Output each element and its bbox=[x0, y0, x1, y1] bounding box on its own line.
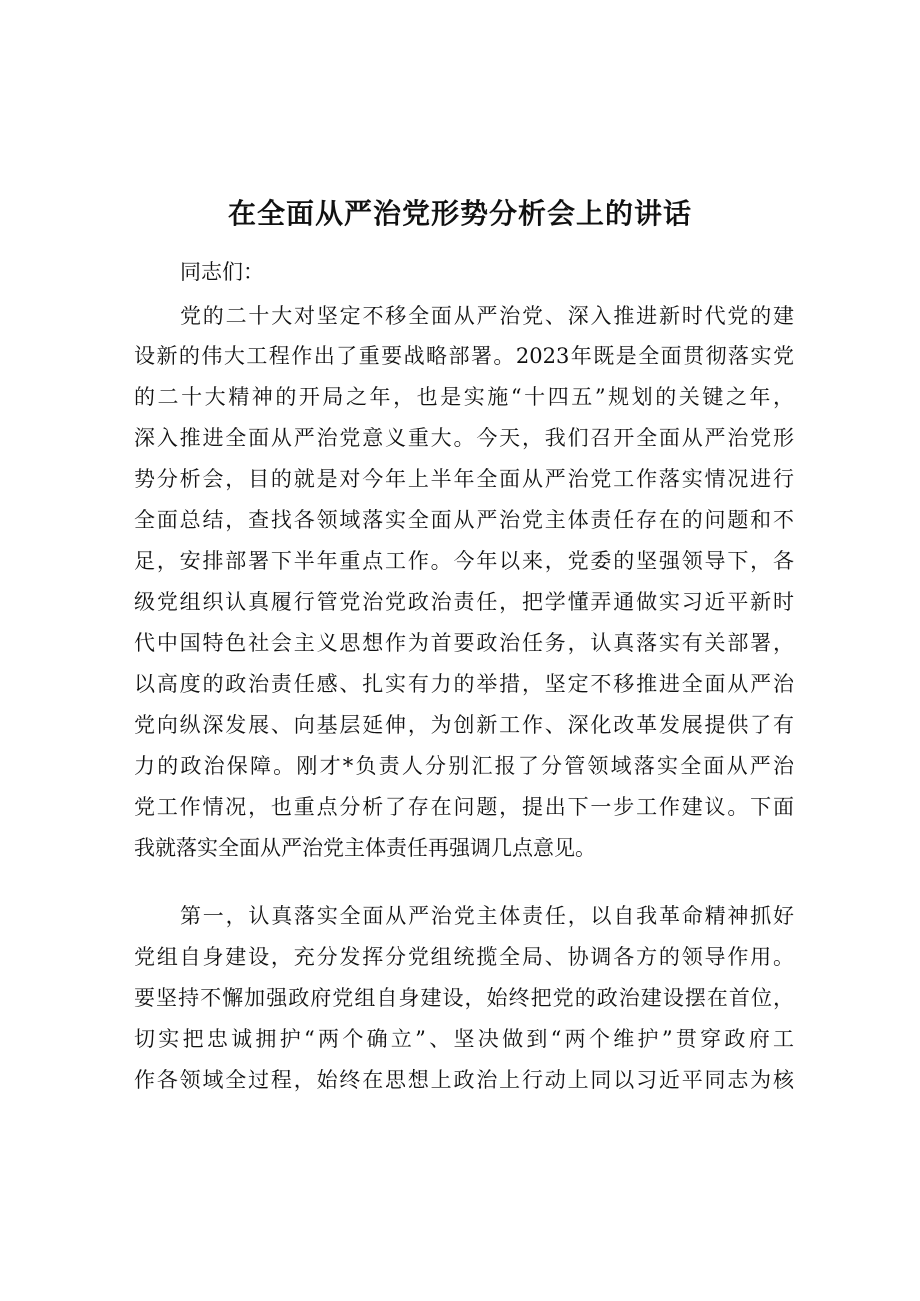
paragraph-line: 代中国特色社会主义思想作为首要政治任务，认真落实有关部署， bbox=[134, 631, 794, 655]
paragraph-line: 力的政治保障。刚才*负责人分别汇报了分管领域落实全面从严治 bbox=[134, 754, 794, 778]
paragraph-line: 切实把忠诚拥护“两个确立”、坚决做到“两个维护”贯穿政府工 bbox=[134, 1027, 794, 1051]
paragraph-line: 党组自身建设，充分发挥分党组统揽全局、协调各方的领导作用。 bbox=[134, 945, 794, 969]
paragraph-line: 以高度的政治责任感、扎实有力的举措，坚定不移推进全面从严治 bbox=[134, 672, 794, 696]
paragraph-line: 党工作情况，也重点分析了存在问题，提出下一步工作建议。下面 bbox=[134, 795, 794, 819]
paragraph-line: 我就落实全面从严治党主体责任再强调几点意见。 bbox=[134, 836, 596, 860]
paragraph-line: 作各领域全过程，始终在思想上政治上行动上同以习近平同志为核 bbox=[134, 1068, 794, 1092]
paragraph-line: 党的二十大对坚定不移全面从严治党、深入推进新时代党的建 bbox=[180, 304, 794, 328]
paragraph-line: 足，安排部署下半年重点工作。今年以来，党委的坚强领导下，各 bbox=[134, 549, 794, 573]
paragraph-line: 势分析会，目的就是对今年上半年全面从严治党工作落实情况进行 bbox=[134, 467, 794, 491]
paragraph-line: 深入推进全面从严治党意义重大。今天，我们召开全面从严治党形 bbox=[134, 426, 794, 450]
paragraph-line: 设新的伟大工程作出了重要战略部署。2023年既是全面贯彻落实党 bbox=[134, 344, 794, 368]
paragraph-line: 级党组织认真履行管党治党政治责任，把学懂弄通做实习近平新时 bbox=[134, 590, 794, 614]
salutation: 同志们： bbox=[180, 260, 264, 284]
paragraph-line: 要坚持不懈加强政府党组自身建设，始终把党的政治建设摆在首位， bbox=[134, 986, 794, 1010]
paragraph-line: 的二十大精神的开局之年，也是实施“十四五”规划的关键之年， bbox=[134, 385, 794, 409]
paragraph-line: 党向纵深发展、向基层延伸，为创新工作、深化改革发展提供了有 bbox=[134, 713, 794, 737]
document-title: 在全面从严治党形势分析会上的讲话 bbox=[227, 197, 692, 230]
paragraph-line: 第一，认真落实全面从严治党主体责任，以自我革命精神抓好 bbox=[180, 904, 794, 928]
paragraph-line: 全面总结，查找各领域落实全面从严治党主体责任存在的问题和不 bbox=[134, 508, 794, 532]
